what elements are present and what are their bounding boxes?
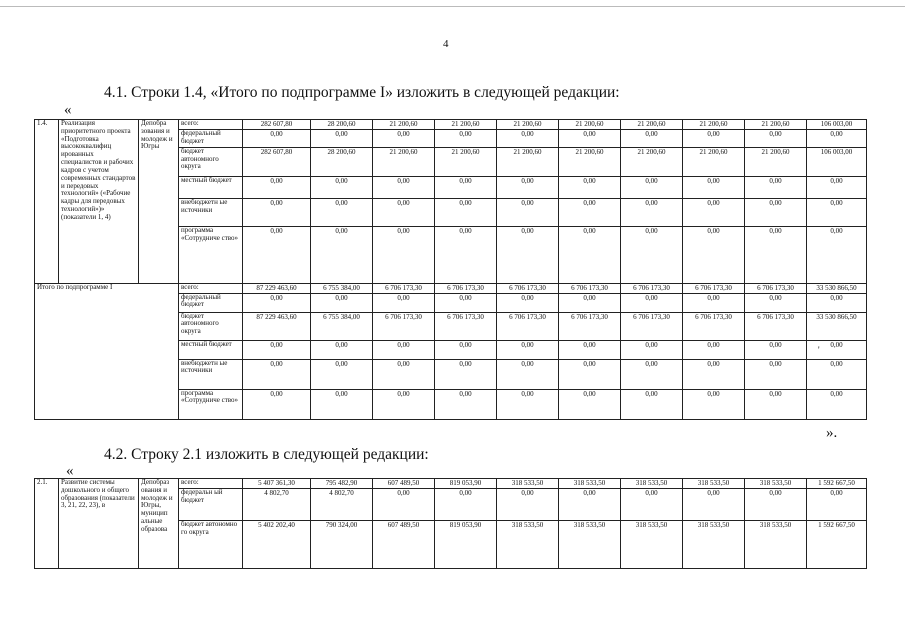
value-cell: 21 200,60 [497,147,559,176]
value-cell: 318 533,50 [621,520,683,568]
value-cell: 0,00 [807,198,867,226]
value-cell: 6 755 384,00 [311,283,373,293]
value-cell: 0,00 [559,198,621,226]
value-cell: 0,00 [559,340,621,359]
funding-source: внебюджетн ые источники [179,359,243,389]
value-cell: 318 533,50 [683,479,745,489]
value-cell: 21 200,60 [621,120,683,130]
value-cell: 0,00 [435,129,497,147]
value-cell: 0,00 [559,129,621,147]
value-cell: 0,00 [243,198,311,226]
value-cell: 21 200,60 [745,147,807,176]
funding-source: федеральный бюджет [179,293,243,312]
value-cell: 5 407 361,30 [243,479,311,489]
value-cell: 0,00 [497,359,559,389]
value-cell: 28 200,60 [311,147,373,176]
value-cell: 0,00 [497,488,559,520]
value-cell: 0,00 [621,198,683,226]
value-cell: 21 200,60 [373,120,435,130]
funding-source: всего: [179,283,243,293]
section-1-heading: 4.1. Строки 1.4, «Итого по подпрограмме I» изложить в следующей редакции: [104,84,620,101]
value-cell: 819 053,90 [435,520,497,568]
value-cell: 0,00 [497,340,559,359]
funding-source: программа «Сотрудниче ство» [179,226,243,283]
value-cell: 0,00 [745,198,807,226]
value-cell: 0,00 [683,389,745,419]
value-cell: 0,00 [559,226,621,283]
value-cell: 0,00 [807,389,867,419]
value-cell: 0,00 [745,176,807,198]
value-cell: 0,00 [243,389,311,419]
value-cell: 0,00 [807,293,867,312]
row-21-table [34,478,867,569]
value-cell: 0,00 [745,389,807,419]
table-row [35,120,867,130]
value-cell: 0,00 [807,359,867,389]
value-cell: 0,00 [559,176,621,198]
value-cell: 0,00 [435,226,497,283]
page-number: 4 [443,38,449,50]
value-cell: 0,00 [745,129,807,147]
value-cell: 0,00 [683,488,745,520]
value-cell: 0,00 [435,488,497,520]
value-cell: 6 706 173,30 [559,283,621,293]
value-cell: 0,00 [745,488,807,520]
value-cell: 6 706 173,30 [745,312,807,340]
value-cell: 0,00 [243,129,311,147]
funding-source: бюджет автономно го округа [179,520,243,568]
value-cell: 0,00 [745,359,807,389]
row-name: Реализация приоритетного проекта «Подготовка высококвалифиц ированных специалистов и рабочих кадров с учетом современных стандартов и передовых технологий» («Рабочие кадры для передовых технологий»)» (показатели 1, 4) [59,120,139,284]
value-cell: 0,00 [497,176,559,198]
value-cell: 6 706 173,30 [683,283,745,293]
value-cell: 6 706 173,30 [497,283,559,293]
value-cell: 790 324,00 [311,520,373,568]
row-number: 2.1. [35,479,59,569]
value-cell: 318 533,50 [497,479,559,489]
funding-source: местный бюджет [179,340,243,359]
value-cell: 106 003,00 [807,120,867,130]
value-cell: 21 200,60 [373,147,435,176]
row-name: Развитие системы дошкольного и общего образования (показатели 3, 21, 22, 23), в [59,479,139,569]
value-cell: 318 533,50 [559,479,621,489]
value-cell: 318 533,50 [745,479,807,489]
value-cell: 0,00 [745,293,807,312]
value-cell: 0,00 [621,359,683,389]
value-cell: 0,00 [497,293,559,312]
value-cell: 0,00 [497,389,559,419]
value-cell: 0,00 [559,488,621,520]
value-cell: 0,00 [435,293,497,312]
value-cell: 318 533,50 [683,520,745,568]
funding-source: всего: [179,479,243,489]
top-border [0,0,905,7]
value-cell: 0,00 [497,129,559,147]
value-cell: 0,00 [559,389,621,419]
value-cell: 0,00 [683,359,745,389]
value-cell: 0,00 [807,176,867,198]
value-cell: 0,00 [621,389,683,419]
value-cell: 21 200,60 [497,120,559,130]
value-cell: 607 489,50 [373,479,435,489]
value-cell: 0,00 [807,226,867,283]
value-cell: 21 200,60 [621,147,683,176]
closing-quote: ». [826,425,838,441]
value-cell: 0,00 [311,226,373,283]
value-cell: 0,00 [683,226,745,283]
value-cell: 1 592 667,50 [807,479,867,489]
value-cell: 0,00 [243,293,311,312]
value-cell: 0,00 [373,293,435,312]
value-cell: 0,00 [373,198,435,226]
value-cell: 28 200,60 [311,120,373,130]
funding-source: федеральн ый бюджет [179,488,243,520]
value-cell: 21 200,60 [683,120,745,130]
value-cell: 21 200,60 [559,120,621,130]
value-cell: 21 200,60 [559,147,621,176]
value-cell: 0,00 [497,226,559,283]
value-cell: 0,00 [621,488,683,520]
value-cell: 6 706 173,30 [435,283,497,293]
value-cell: 282 607,80 [243,147,311,176]
value-cell: 6 706 173,30 [621,312,683,340]
value-cell: 87 229 463,60 [243,283,311,293]
value-cell: 0,00 [373,359,435,389]
value-cell: 0,00 [621,176,683,198]
value-cell: 0,00 [373,340,435,359]
value-cell: 0,00 [621,129,683,147]
value-cell: 5 402 202,40 [243,520,311,568]
value-cell: 0,00 [311,129,373,147]
value-cell: 0,00 [311,198,373,226]
value-cell: 0,00 [373,226,435,283]
value-cell: 0,00 [311,389,373,419]
value-cell: 0,00 [311,293,373,312]
value-cell: 0,00 [435,389,497,419]
value-cell: 0,00 [621,226,683,283]
value-cell: 318 533,50 [559,520,621,568]
funding-source: местный бюджет [179,176,243,198]
subprogram-table [34,119,867,420]
value-cell: 0,00 [559,359,621,389]
table-row [35,479,867,489]
row-executor: Депобра зования и молодеж и Югры [139,120,179,284]
value-cell: 0,00 [311,359,373,389]
value-cell: 6 706 173,30 [621,283,683,293]
value-cell: 0,00 [435,176,497,198]
value-cell: 6 755 384,00 [311,312,373,340]
value-cell: 282 607,80 [243,120,311,130]
funding-source: федеральный бюджет [179,129,243,147]
value-cell: 0,00 [435,359,497,389]
value-cell: 819 053,90 [435,479,497,489]
value-cell: 0,00 [497,198,559,226]
value-cell: 0,00 [807,129,867,147]
value-cell: 0,00 [243,226,311,283]
value-cell: 6 706 173,30 [373,312,435,340]
value-cell: 0,00 [311,340,373,359]
value-cell: 0,00 [683,176,745,198]
value-cell: 0,00 [683,293,745,312]
funding-source: бюджет автономного округа [179,312,243,340]
value-cell: 33 530 866,50 [807,312,867,340]
stray-mark: ' [818,345,820,355]
value-cell: 0,00 [559,293,621,312]
value-cell: 6 706 173,30 [559,312,621,340]
section-2-heading: 4.2. Строку 2.1 изложить в следующей редакции: [104,446,429,463]
value-cell: 0,00 [621,293,683,312]
value-cell: 0,00 [683,129,745,147]
value-cell: 0,00 [435,198,497,226]
value-cell: 0,00 [243,359,311,389]
value-cell: 318 533,50 [497,520,559,568]
row-number: 1.4. [35,120,59,284]
value-cell: 4 802,70 [311,488,373,520]
value-cell: 0,00 [621,340,683,359]
funding-source: всего: [179,120,243,130]
value-cell: 6 706 173,30 [373,283,435,293]
value-cell: 6 706 173,30 [435,312,497,340]
funding-source: программа «Сотрудниче ство» [179,389,243,419]
value-cell: 0,00 [373,389,435,419]
value-cell: 0,00 [373,129,435,147]
value-cell: 0,00 [435,340,497,359]
funding-source: бюджет автономного округа [179,147,243,176]
value-cell: 0,00 [807,340,867,359]
value-cell: 0,00 [373,176,435,198]
value-cell: 33 530 866,50 [807,283,867,293]
value-cell: 318 533,50 [621,479,683,489]
value-cell: 6 706 173,30 [745,283,807,293]
value-cell: 318 533,50 [745,520,807,568]
value-cell: 4 802,70 [243,488,311,520]
value-cell: 0,00 [311,176,373,198]
value-cell: 21 200,60 [435,120,497,130]
value-cell: 0,00 [243,176,311,198]
value-cell: 607 489,50 [373,520,435,568]
value-cell: 106 003,00 [807,147,867,176]
value-cell: 0,00 [683,198,745,226]
value-cell: 0,00 [745,340,807,359]
row-name: Итого по подпрограмме I [35,283,179,419]
value-cell: 21 200,60 [683,147,745,176]
row-executor: Депобраз ования и молодеж и Югры, муницип альные образова [139,479,179,569]
value-cell: 21 200,60 [745,120,807,130]
value-cell: 21 200,60 [435,147,497,176]
opening-quote-2: « [66,463,74,479]
value-cell: 795 482,90 [311,479,373,489]
value-cell: 0,00 [745,226,807,283]
funding-source: внебюджетн ые источники [179,198,243,226]
value-cell: 0,00 [807,488,867,520]
value-cell: 0,00 [373,488,435,520]
table-row [35,283,867,293]
value-cell: 1 592 667,50 [807,520,867,568]
value-cell: 87 229 463,60 [243,312,311,340]
value-cell: 0,00 [683,340,745,359]
value-cell: 6 706 173,30 [497,312,559,340]
opening-quote-1: « [64,102,72,118]
value-cell: 0,00 [243,340,311,359]
value-cell: 6 706 173,30 [683,312,745,340]
